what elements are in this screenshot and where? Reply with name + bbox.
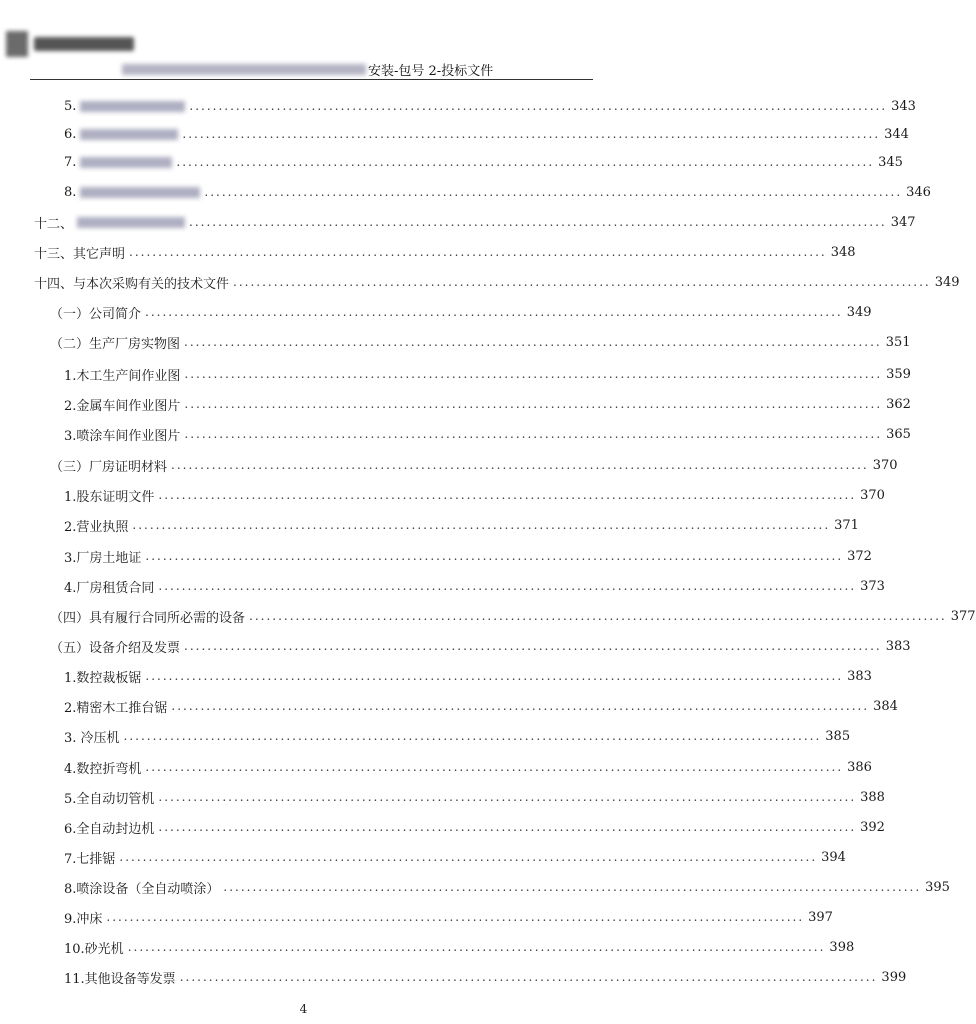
toc-entry-text: 十二、 [34, 216, 74, 232]
page-number: 4 [299, 1002, 308, 1016]
toc-entry-page: 370 [872, 457, 898, 473]
toc-entry-label [64, 848, 115, 867]
dot-leader: ........................................................................................................................ [189, 215, 887, 229]
dot-leader: ........................................................................................................................ [204, 185, 903, 199]
toc-entry-page: 349 [934, 274, 960, 290]
toc-entry-label [64, 365, 180, 384]
toc-entry-page: 347 [890, 214, 916, 230]
toc-entry-label [64, 395, 180, 414]
dot-leader: ........................................................................................................................ [179, 970, 878, 984]
toc-entry-text: 8. [64, 184, 77, 200]
toc-entry-label [64, 547, 141, 566]
toc-entry[interactable] [64, 360, 911, 388]
toc-entry-label [64, 155, 172, 170]
toc-entry-label [64, 788, 154, 807]
toc-entry-text: 2.金属车间作业图片 [64, 398, 181, 414]
toc-entry-label [64, 127, 178, 142]
toc-entry-text: 8.喷涂设备（全自动喷涂） [64, 881, 220, 897]
toc-entry-page: 395 [925, 879, 950, 895]
toc-entry-label [64, 968, 176, 987]
header-divider [30, 79, 593, 80]
redacted-text [80, 187, 200, 198]
dot-leader: ........................................................................................................................ [184, 427, 883, 441]
dot-leader: ........................................................................................................................ [129, 245, 827, 259]
toc-entry[interactable] [64, 813, 885, 841]
dot-leader: ........................................................................................................................ [158, 820, 857, 834]
toc-entry-text: 9.冲床 [64, 911, 103, 927]
redacted-text [80, 157, 172, 168]
toc-entry-page: 398 [829, 939, 855, 955]
toc-entry-page: 397 [808, 909, 833, 925]
toc-entry-label [64, 818, 154, 837]
dot-leader: ........................................................................................................................ [158, 579, 857, 593]
toc-entry-label [34, 273, 229, 292]
toc-entry[interactable] [50, 451, 898, 479]
toc-entry-label [50, 637, 180, 656]
dot-leader: ........................................................................................................................ [158, 488, 857, 502]
toc-entry-label [64, 697, 167, 716]
toc-entry-text: 7.七排锯 [64, 851, 116, 867]
toc-entry[interactable] [64, 783, 885, 811]
dot-leader: ........................................................................................................................ [158, 790, 857, 804]
toc-entry-page: 371 [834, 517, 859, 533]
dot-leader: ........................................................................................................................ [184, 367, 883, 381]
toc-entry-page: 349 [846, 304, 872, 320]
toc-entry-text: 2.精密木工推台锯 [64, 700, 168, 716]
toc-entry[interactable] [64, 753, 872, 781]
dot-leader: ........................................................................................................................ [184, 397, 883, 411]
toc-entry-text: 7. [64, 154, 77, 170]
toc-entry-text: （一）公司简介 [50, 306, 142, 322]
toc-entry-label [64, 425, 180, 444]
toc-entry-page: 394 [821, 849, 846, 865]
toc-entry-text: 1.股东证明文件 [64, 489, 155, 505]
toc-entry-text: 1.数控裁板锯 [64, 670, 142, 686]
dot-leader: ........................................................................................................................ [189, 99, 888, 113]
dot-leader: ........................................................................................................................ [119, 850, 818, 864]
toc-entry-page: 343 [891, 98, 916, 114]
toc-entry-text: 2.营业执照 [64, 519, 129, 535]
toc-entry[interactable] [64, 692, 898, 720]
toc-entry[interactable] [64, 120, 909, 148]
toc-entry-text: 5.全自动切管机 [64, 791, 155, 807]
toc-entry-label [50, 303, 141, 322]
toc-entry-page: 351 [885, 334, 911, 350]
toc-entry-text: （五）设备介绍及发票 [50, 640, 181, 656]
toc-entry-label [50, 333, 180, 352]
dot-leader: ........................................................................................................................ [171, 699, 870, 713]
toc-entry[interactable] [34, 268, 960, 296]
toc-entry-page: 386 [847, 759, 872, 775]
toc-entry-label [50, 607, 245, 626]
toc-entry[interactable] [64, 542, 872, 570]
toc-entry[interactable] [50, 632, 911, 660]
toc-entry-page: 385 [825, 728, 851, 744]
toc-entry-page: 384 [873, 698, 898, 714]
dot-leader: ........................................................................................................................ [145, 305, 843, 319]
toc-entry-page: 345 [878, 154, 903, 170]
redacted-text [77, 217, 185, 228]
toc-entry[interactable] [64, 843, 846, 871]
toc-entry[interactable] [64, 511, 859, 539]
toc-entry[interactable] [64, 420, 911, 448]
toc-entry-page: 365 [886, 426, 911, 442]
logo-wordmark [34, 37, 134, 51]
toc-entry[interactable] [64, 903, 833, 931]
toc-entry-text: 3. 冷压机 [64, 730, 120, 746]
dot-leader: ........................................................................................................................ [123, 729, 822, 743]
toc-entry-page: 359 [886, 366, 911, 382]
toc-entry-page: 383 [847, 668, 872, 684]
toc-entry-page: 377 [950, 608, 976, 624]
toc-entry[interactable] [64, 390, 911, 418]
dot-leader: ........................................................................................................................ [171, 458, 869, 472]
toc-entry-text: 10.砂光机 [64, 941, 124, 957]
toc-entry-label [64, 516, 128, 535]
toc-entry[interactable] [64, 662, 872, 690]
toc-entry-page: 372 [847, 548, 872, 564]
toc-entry-label [64, 727, 120, 746]
toc-entry-page: 346 [906, 184, 931, 200]
toc-entry-label [64, 486, 154, 505]
toc-entry-text: 6.全自动封边机 [64, 821, 155, 837]
toc-entry-label [64, 878, 219, 897]
toc-entry[interactable] [64, 933, 855, 961]
dot-leader: ........................................................................................................................ [127, 940, 826, 954]
toc-entry-label [34, 213, 185, 232]
toc-entry-page: 344 [884, 126, 909, 142]
toc-entry-label [64, 908, 102, 927]
dot-leader: ........................................................................................................................ [145, 669, 844, 683]
toc-entry[interactable] [64, 722, 851, 750]
toc-entry[interactable] [64, 178, 931, 206]
toc-entry-page: 373 [860, 578, 885, 594]
toc-entry-label [64, 577, 154, 596]
toc-entry-text: 4.数控折弯机 [64, 761, 142, 777]
toc-entry-page: 392 [860, 819, 885, 835]
dot-leader: ........................................................................................................................ [132, 518, 831, 532]
toc-entry[interactable] [34, 238, 856, 266]
dot-leader: ........................................................................................................................ [145, 549, 844, 563]
toc-entry[interactable] [50, 328, 911, 356]
redacted-project-name [122, 64, 366, 75]
toc-entry-text: 5. [64, 98, 77, 114]
dot-leader: ........................................................................................................................ [233, 275, 931, 289]
toc-entry[interactable] [50, 298, 872, 326]
redacted-text [80, 129, 178, 140]
toc-entry[interactable] [64, 873, 950, 901]
toc-entry[interactable] [64, 572, 885, 600]
toc-entry-text: 3.喷涂车间作业图片 [64, 428, 181, 444]
dot-leader: ........................................................................................................................ [182, 127, 881, 141]
dot-leader: ........................................................................................................................ [106, 910, 805, 924]
dot-leader: ........................................................................................................................ [223, 880, 922, 894]
toc-entry[interactable] [64, 148, 903, 176]
dot-leader: ........................................................................................................................ [184, 639, 882, 653]
toc-entry-page: 348 [830, 244, 856, 260]
toc-entry-label [64, 185, 200, 200]
document-title: 安装-包号 2-投标文件 [368, 64, 494, 79]
dot-leader: ........................................................................................................................ [145, 760, 844, 774]
dot-leader: ........................................................................................................................ [176, 155, 875, 169]
toc-entry-page: 399 [881, 969, 907, 985]
dot-leader: ........................................................................................................................ [249, 609, 947, 623]
company-logo [6, 30, 146, 58]
toc-entry-text: 十四、与本次采购有关的技术文件 [34, 276, 230, 292]
toc-entry[interactable] [64, 92, 916, 120]
redacted-text [80, 101, 185, 112]
page-header [0, 0, 607, 82]
toc-entry-text: （二）生产厂房实物图 [50, 336, 181, 352]
toc-entry[interactable] [50, 602, 976, 630]
toc-entry[interactable] [34, 208, 916, 236]
toc-entry-label [64, 758, 141, 777]
toc-entry-text: 4.厂房租赁合同 [64, 580, 155, 596]
toc-entry-label [64, 667, 141, 686]
toc-entry-label [64, 99, 185, 114]
toc-entry-text: （四）具有履行合同所必需的设备 [50, 610, 246, 626]
toc-entry-text: 十三、其它声明 [34, 246, 126, 262]
toc-entry-page: 370 [860, 487, 885, 503]
toc-entry[interactable] [64, 481, 885, 509]
toc-entry-page: 383 [885, 638, 911, 654]
toc-entry-label [50, 456, 167, 475]
toc-entry-text: 3.厂房土地证 [64, 550, 142, 566]
dot-leader: ........................................................................................................................ [184, 335, 882, 349]
toc-entry-text: 6. [64, 126, 77, 142]
logo-mark-icon [6, 31, 28, 57]
toc-entry-label [64, 938, 124, 957]
toc-entry-text: 1.木工生产间作业图 [64, 368, 181, 384]
toc-entry-text: 11.其他设备等发票 [64, 971, 176, 987]
toc-entry-text: （三）厂房证明材料 [50, 459, 168, 475]
toc-entry-label [34, 243, 125, 262]
toc-entry-page: 362 [886, 396, 911, 412]
toc-entry-page: 388 [860, 789, 885, 805]
toc-entry[interactable] [64, 963, 907, 991]
